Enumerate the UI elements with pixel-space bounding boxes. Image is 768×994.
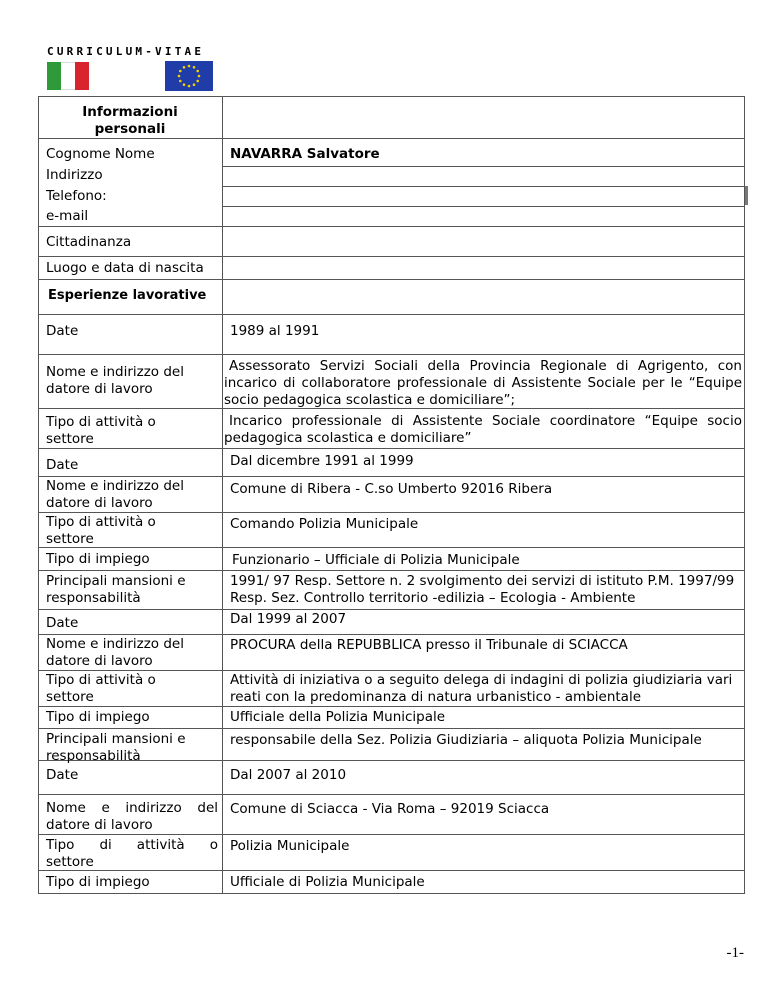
cognome-label: Cognome Nome xyxy=(46,146,155,162)
exp-label: Date xyxy=(46,457,79,473)
cognome-value: NAVARRA Salvatore xyxy=(230,146,380,162)
exp-label: Nome e indirizzo del datore di lavoro xyxy=(46,800,218,833)
exp-label: Tipo di attività o settore xyxy=(46,414,156,447)
exp-label: Tipo di impiego xyxy=(46,874,150,890)
cv-title: CURRICULUM-VITAE xyxy=(47,45,205,58)
exp-label: Tipo di attività o settore xyxy=(46,837,218,870)
personal-section-title: Informazioni personali xyxy=(82,104,178,137)
exp-value: Polizia Municipale xyxy=(230,838,350,854)
exp-label: Tipo di impiego xyxy=(46,551,150,567)
exp-label: Tipo di attività o settore xyxy=(46,514,156,547)
exp-label: Date xyxy=(46,323,79,339)
indirizzo-label: Indirizzo xyxy=(46,167,103,183)
eu-flag-icon xyxy=(165,61,213,91)
exp-value: Attività di iniziativa o a seguito delega di indagini di polizia giudiziaria vari reati con la predominanza di natura urbanistico - ambientale xyxy=(230,672,733,705)
exp-value: 1991/ 97 Resp. Settore n. 2 svolgimento dei servizi di istituto P.M. 1997/99 Resp. Sez. Controllo territorio -edilizia – Ecologia - Ambiente xyxy=(230,573,735,606)
telefono-label: Telefono: xyxy=(46,188,107,204)
exp-value: PROCURA della REPUBBLICA presso il Tribunale di SCIACCA xyxy=(230,637,628,653)
exp-value: Dal 1999 al 2007 xyxy=(230,611,347,627)
exp-value: Comune di Sciacca - Via Roma – 92019 Sciacca xyxy=(230,801,550,817)
exp-value: Funzionario – Ufficiale di Polizia Municipale xyxy=(232,552,520,568)
exp-label: Nome e indirizzo del datore di lavoro xyxy=(46,636,184,669)
exp-label: Date xyxy=(46,767,79,783)
exp-label: Date xyxy=(46,615,79,631)
exp-value: Comune di Ribera - C.so Umberto 92016 Ribera xyxy=(230,481,553,497)
exp-value: Incarico professionale di Assistente Sociale coordinatore “Equipe socio pedagogica scolastica e domiciliare” xyxy=(224,413,742,446)
exp-value: Dal dicembre 1991 al 1999 xyxy=(230,453,414,469)
italian-flag-icon xyxy=(47,62,89,90)
exp-value: Ufficiale della Polizia Municipale xyxy=(230,709,446,725)
exp-label: Tipo di impiego xyxy=(46,709,150,725)
exp-value: Dal 2007 al 2010 xyxy=(230,767,347,783)
exp-value: responsabile della Sez. Polizia Giudiziaria – aliquota Polizia Municipale xyxy=(230,732,702,748)
exp-label: Nome e indirizzo del datore di lavoro xyxy=(46,478,184,511)
exp-label: Nome e indirizzo del datore di lavoro xyxy=(46,364,184,397)
experience-section-title: Esperienze lavorative xyxy=(48,288,207,303)
exp-label: Principali mansioni e responsabilità xyxy=(46,731,186,764)
exp-value: Assessorato Servizi Sociali della Provincia Regionale di Agrigento, con incarico di collaboratore professionale di Assistente Sociale per le “Equipe socio pedagogica scolastica e domiciliare”; xyxy=(224,358,742,408)
exp-value: 1989 al 1991 xyxy=(230,323,320,339)
exp-value: Ufficiale di Polizia Municipale xyxy=(230,874,425,890)
exp-label: Tipo di attività o settore xyxy=(46,672,156,705)
nascita-label: Luogo e data di nascita xyxy=(46,260,204,276)
exp-value: Comando Polizia Municipale xyxy=(230,516,419,532)
exp-label: Principali mansioni e responsabilità xyxy=(46,573,186,606)
page-number: -1- xyxy=(726,945,744,961)
email-label: e-mail xyxy=(46,208,89,224)
cittadinanza-label: Cittadinanza xyxy=(46,234,132,250)
